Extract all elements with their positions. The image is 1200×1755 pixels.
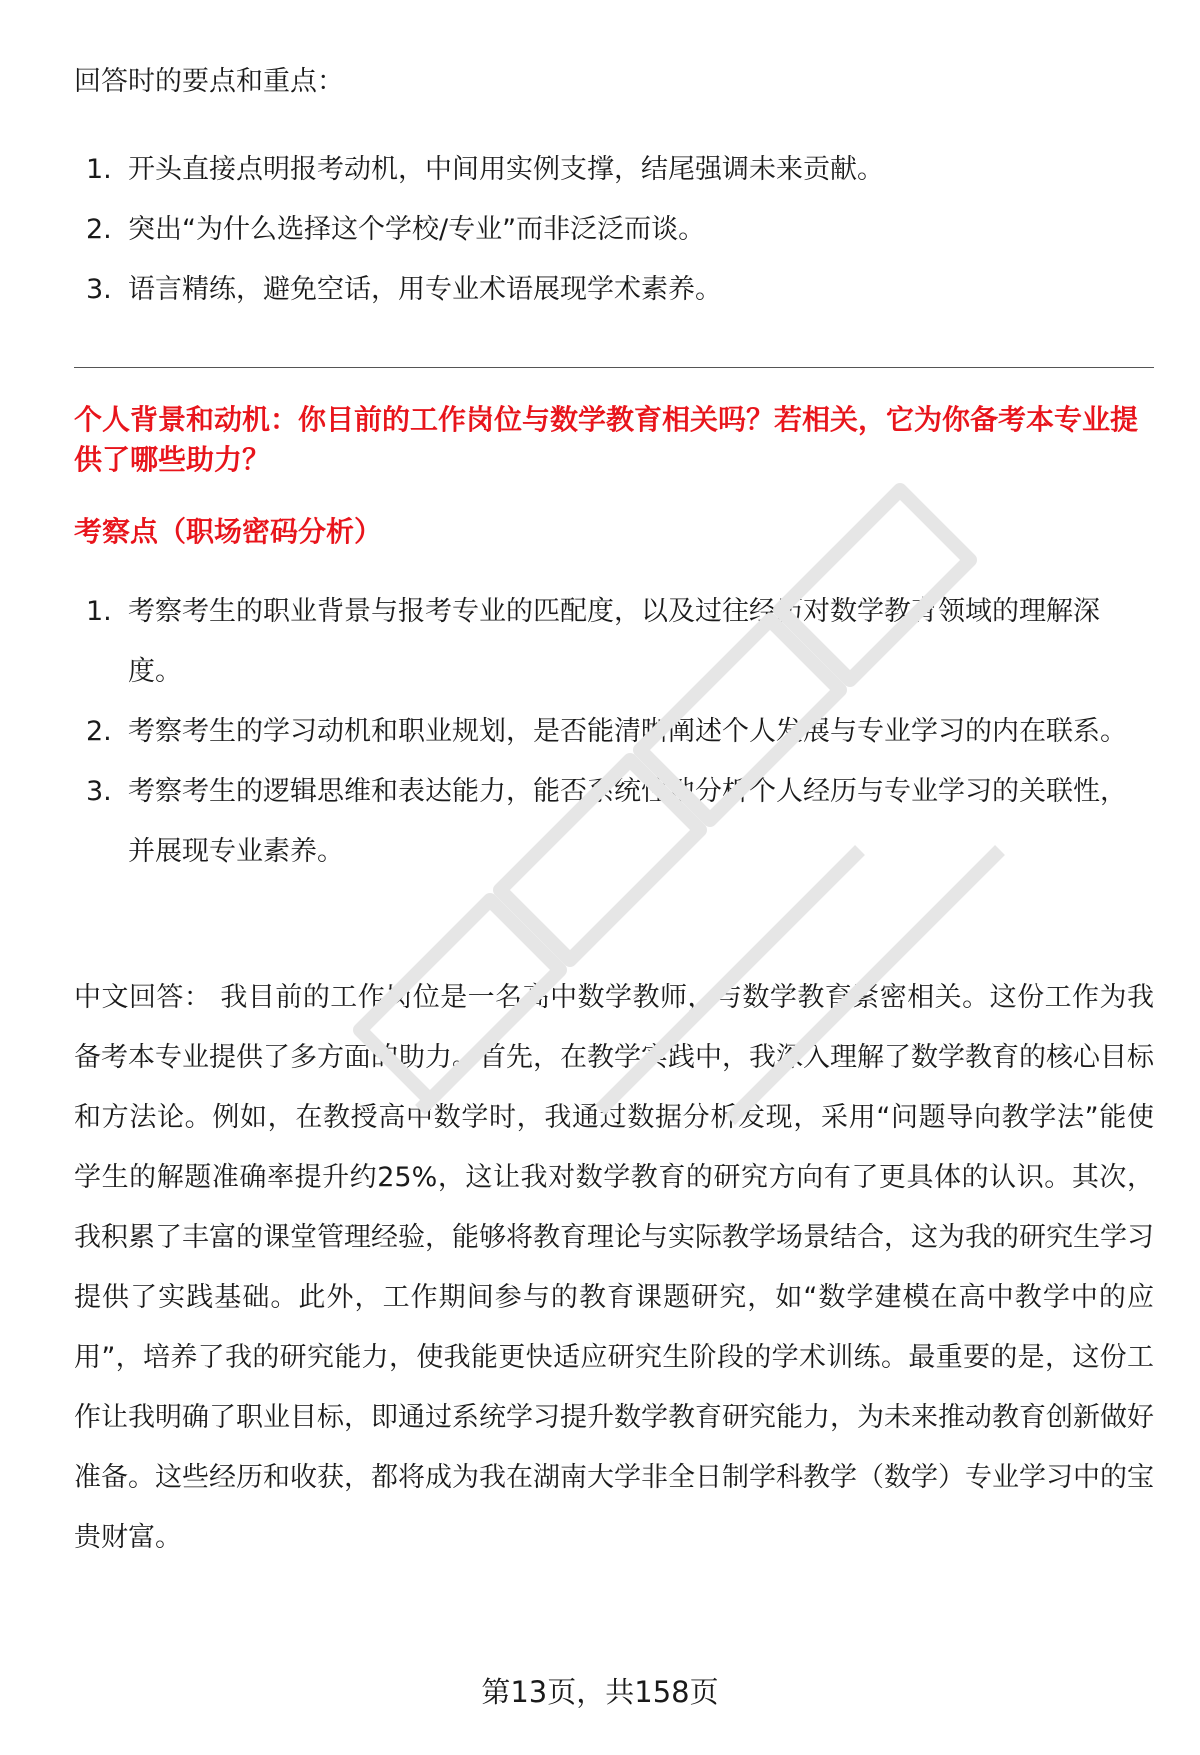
list-number: 3. [86,776,112,807]
list-number: 1. [86,154,112,185]
list-item-text: 考察考生的学习动机和职业规划，是否能清晰阐述个人发展与专业学习的内在联系。 [128,716,1127,747]
list-item [74,702,1150,762]
list-item-text: 突出“为什么选择这个学校/专业”而非泛泛而谈。 [128,214,706,245]
assessment-list [74,582,1150,882]
answer-paragraph: 中文回答： 我目前的工作岗位是一名高中数学教师，与数学教育紧密相关。这份工作为我备考本专业提供了多方面的助力。首先，在教学实践中，我深入理解了数学教育的核心目标和方法论。例如，在教授高中数学时，我通过数据分析发现，采用“问题导向教学法”能使学生的解题准确率提升约25%，这让我对数学教育的研究方向有了更具体的认识。其次，我积累了丰富的课堂管理经验，能够将教育理论与实际教学场景结合，这为我的研究生学习提供了实践基础。此外，工作期间参与的教育课题研究，如“数学建模在高中教学中的应用”，培养了我的研究能力，使我能更快适应研究生阶段的学术训练。最重要的是，这份工作让我明确了职业目标，即通过系统学习提升数学教育研究能力，为未来推动教育创新做好准备。这些经历和收获，都将成为我在湖南大学非全日制学科教学（数学）专业学习中的宝贵财富。 [74,982,1154,1553]
list-item-text: 开头直接点明报考动机，中间用实例支撑，结尾强调未来贡献。 [128,154,884,185]
page-number-footer: 第13页，共158页 [481,1675,719,1709]
list-number: 2. [86,716,112,747]
list-number: 2. [86,214,112,245]
list-item-text: 语言精练，避免空话，用专业术语展现学术素养。 [128,274,722,305]
list-number: 1. [86,596,112,627]
assessment-title: 考察点（职场密码分析） [74,515,383,548]
list-item [74,762,1150,882]
list-item [74,200,1150,260]
list-item [74,140,1150,200]
list-item [74,582,1150,702]
tips-list [74,140,1150,320]
list-item [74,260,1150,320]
intro-text: 回答时的要点和重点： [74,66,344,97]
list-item-text: 考察考生的逻辑思维和表达能力，能否系统性地分析个人经历与专业学习的关联性，并展现专业素养。 [128,776,1127,867]
question-heading: 个人背景和动机：你目前的工作岗位与数学教育相关吗？若相关，它为你备考本专业提供了哪些助力？ [74,403,1139,476]
section-divider [74,367,1154,368]
list-number: 3. [86,274,112,305]
list-item-text: 考察考生的职业背景与报考专业的匹配度，以及过往经历对数学教育领域的理解深度。 [128,596,1100,687]
